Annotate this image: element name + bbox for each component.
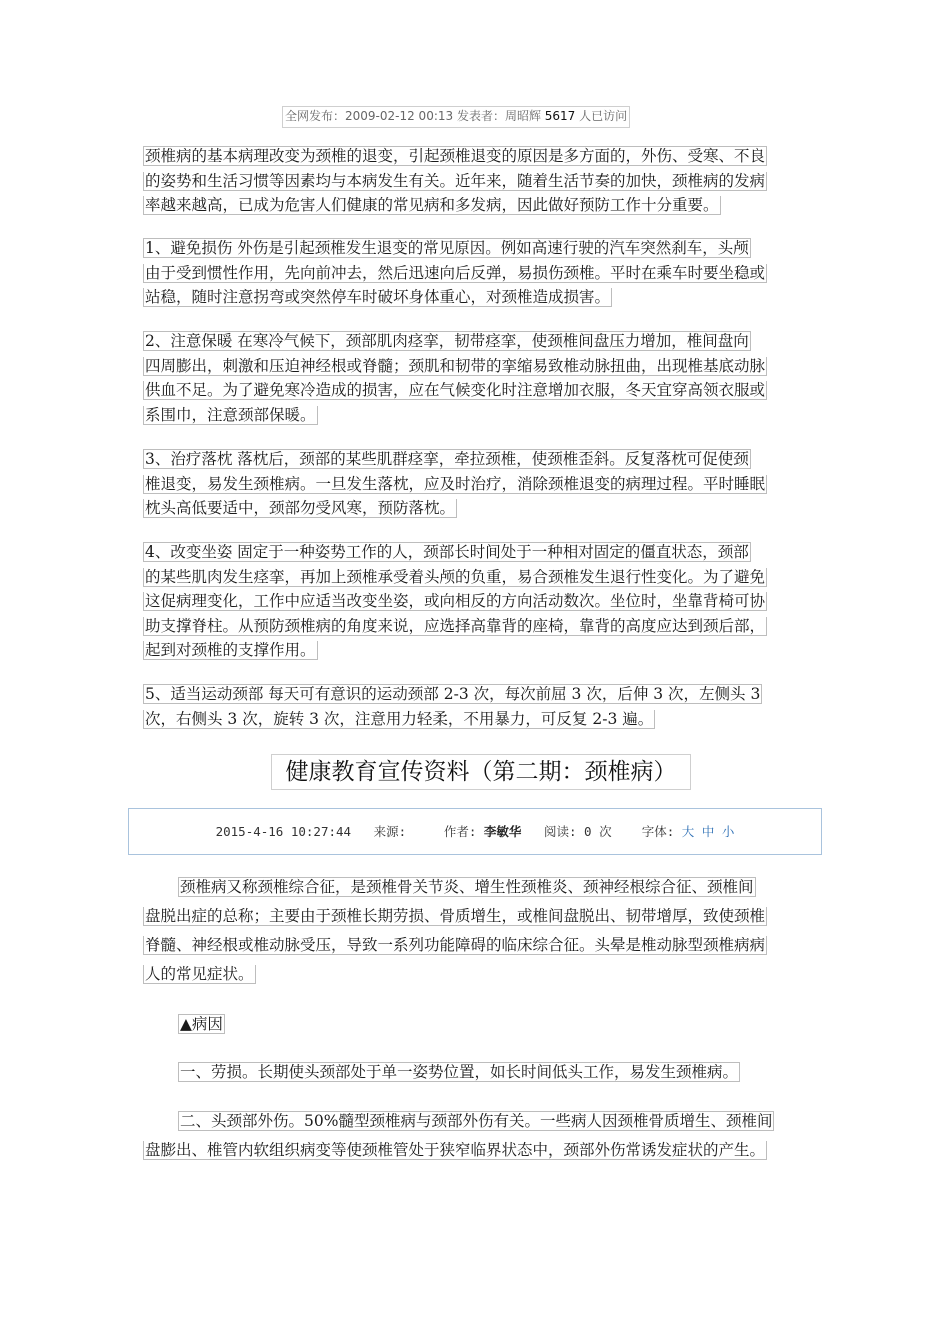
- text-line: 的某些肌肉发生痉挛，再加上颈椎承受着头颅的负重，易合颈椎发生退行性变化。为了避免: [145, 567, 766, 586]
- text-line: 二、头颈部外伤。50%髓型颈椎病与颈部外伤有关。一些病人因颈椎骨质增生、颈椎间: [180, 1112, 773, 1130]
- text-line: 2、注意保暖 在寒冷气候下，颈部肌肉痉挛，韧带痉挛，使颈椎间盘压力增加，椎间盘向: [145, 332, 749, 350]
- source-label: 来源:: [373, 824, 407, 839]
- text-line: 盘膨出、椎管内软组织病变等使颈椎管处于狭窄临界状态中，颈部外伤常诱发症状的产生。: [145, 1141, 766, 1159]
- text-line: 一、劳损。长期使头颈部处于单一姿势位置，如长时间低头工作，易发生颈椎病。: [180, 1063, 739, 1081]
- paragraph-posture: [143, 540, 818, 663]
- author-label: 作者:: [443, 824, 477, 839]
- text-line: 人的常见症状。: [145, 965, 254, 983]
- text-line: 站稳，随时注意拐弯或突然停车时破坏身体重心，对颈椎造成损害。: [145, 288, 611, 306]
- paragraph-stiff-neck: [143, 447, 818, 521]
- font-size-label: 字体:: [641, 824, 675, 839]
- font-small-link[interactable]: 小: [721, 824, 735, 839]
- text-line: 的姿势和生活习惯等因素均与本病发生有关。近年来，随着生活节奏的加快，颈椎病的发病: [145, 171, 766, 190]
- text-line: 颈椎病又称颈椎综合征，是颈椎骨关节炎、增生性颈椎炎、颈神经根综合征、颈椎间: [180, 878, 754, 896]
- visit-count: 5617: [544, 109, 576, 123]
- font-large-link[interactable]: 大: [681, 824, 695, 839]
- text-line: ▲病因: [180, 1015, 223, 1033]
- text-line: 4、改变坐姿 固定于一种姿势工作的人，颈部长时间处于一种相对固定的僵直状态，颈部: [145, 543, 749, 561]
- paragraph-exercise: [143, 682, 818, 731]
- text-line: 次，右侧头 3 次，旋转 3 次，注意用力轻柔，不用暴力，可反复 2-3 遍。: [145, 709, 654, 728]
- article-date: 2015-4-16 10:27:44: [215, 824, 352, 839]
- article-meta-bar: [128, 808, 822, 855]
- paragraph-keep-warm: [143, 329, 818, 427]
- text-line: 椎退变，易发生颈椎病。一旦发生落枕，应及时治疗，消除颈椎退变的病理过程。平时睡眠: [145, 474, 766, 493]
- text-line: 四周膨出，刺激和压迫神经根或脊髓；颈肌和韧带的挛缩易致椎动脉扭曲，出现椎基底动脉: [145, 356, 766, 375]
- text-line: 3、治疗落枕 落枕后，颈部的某些肌群痉挛，牵拉颈椎，使颈椎歪斜。反复落枕可促使颈: [145, 450, 749, 468]
- text-line: 颈椎病的基本病理改变为颈椎的退变，引起颈椎退变的原因是多方面的，外伤、受寒、不良: [145, 147, 766, 165]
- text-line: 由于受到惯性作用，先向前冲去，然后迅速向后反弹，易损伤颈椎。平时在乘车时要坐稳或: [145, 263, 766, 282]
- paragraph-trauma: [143, 1107, 821, 1165]
- reads-unit: 次: [599, 824, 612, 839]
- publish-info-text: 全网发布：2009-02-12 00:13 发表者：周昭辉: [285, 109, 541, 123]
- reads-label: 阅读:: [543, 824, 577, 839]
- reads-count: 0: [584, 824, 592, 839]
- text-line: 这促病理变化，工作中应适当改变坐姿，或向相反的方向活动数次。坐位时，坐靠背椅可协: [145, 592, 766, 610]
- paragraph-strain: [143, 1058, 821, 1087]
- publish-info: [282, 106, 630, 128]
- text-line: 供血不足。为了避免寒冷造成的损害，应在气候变化时注意增加衣服，冬天宜穿高领衣服或: [145, 381, 766, 399]
- visit-suffix: 人已访问: [579, 109, 628, 123]
- text-line: 5、适当运动颈部 每天可有意识的运动颈部 2-3 次，每次前屈 3 次，后伸 3 次，左侧头 3: [145, 685, 761, 703]
- paragraph-definition: [143, 873, 821, 989]
- text-line: 脊髓、神经根或椎动脉受压，导致一系列功能障碍的临床综合征。头晕是椎动脉型颈椎病病: [145, 936, 766, 954]
- paragraph-intro: [143, 144, 818, 218]
- section-heading-causes: [143, 1010, 821, 1039]
- font-medium-link[interactable]: 中: [701, 824, 715, 839]
- text-line: 1、避免损伤 外伤是引起颈椎发生退变的常见原因。例如高速行驶的汽车突然刹车，头颅: [145, 239, 749, 257]
- text-line: 系围巾，注意颈部保暖。: [145, 405, 316, 424]
- author-name: 李敏华: [483, 824, 522, 839]
- paragraph-avoid-injury: [143, 236, 818, 310]
- text-line: 盘脱出症的总称；主要由于颈椎长期劳损、骨质增生，或椎间盘脱出、韧带增厚，致使颈椎: [145, 907, 766, 925]
- article-title: 健康教育宣传资料（第二期：颈椎病）: [271, 754, 691, 790]
- text-line: 率越来越高，已成为危害人们健康的常见病和多发病，因此做好预防工作十分重要。: [145, 196, 719, 214]
- text-line: 枕头高低要适中，颈部勿受风寒，预防落枕。: [145, 499, 456, 517]
- text-line: 助支撑脊柱。从预防颈椎病的角度来说，应选择高靠背的座椅，靠背的高度应达到颈后部，: [145, 616, 766, 635]
- text-line: 起到对颈椎的支撑作用。: [145, 641, 316, 659]
